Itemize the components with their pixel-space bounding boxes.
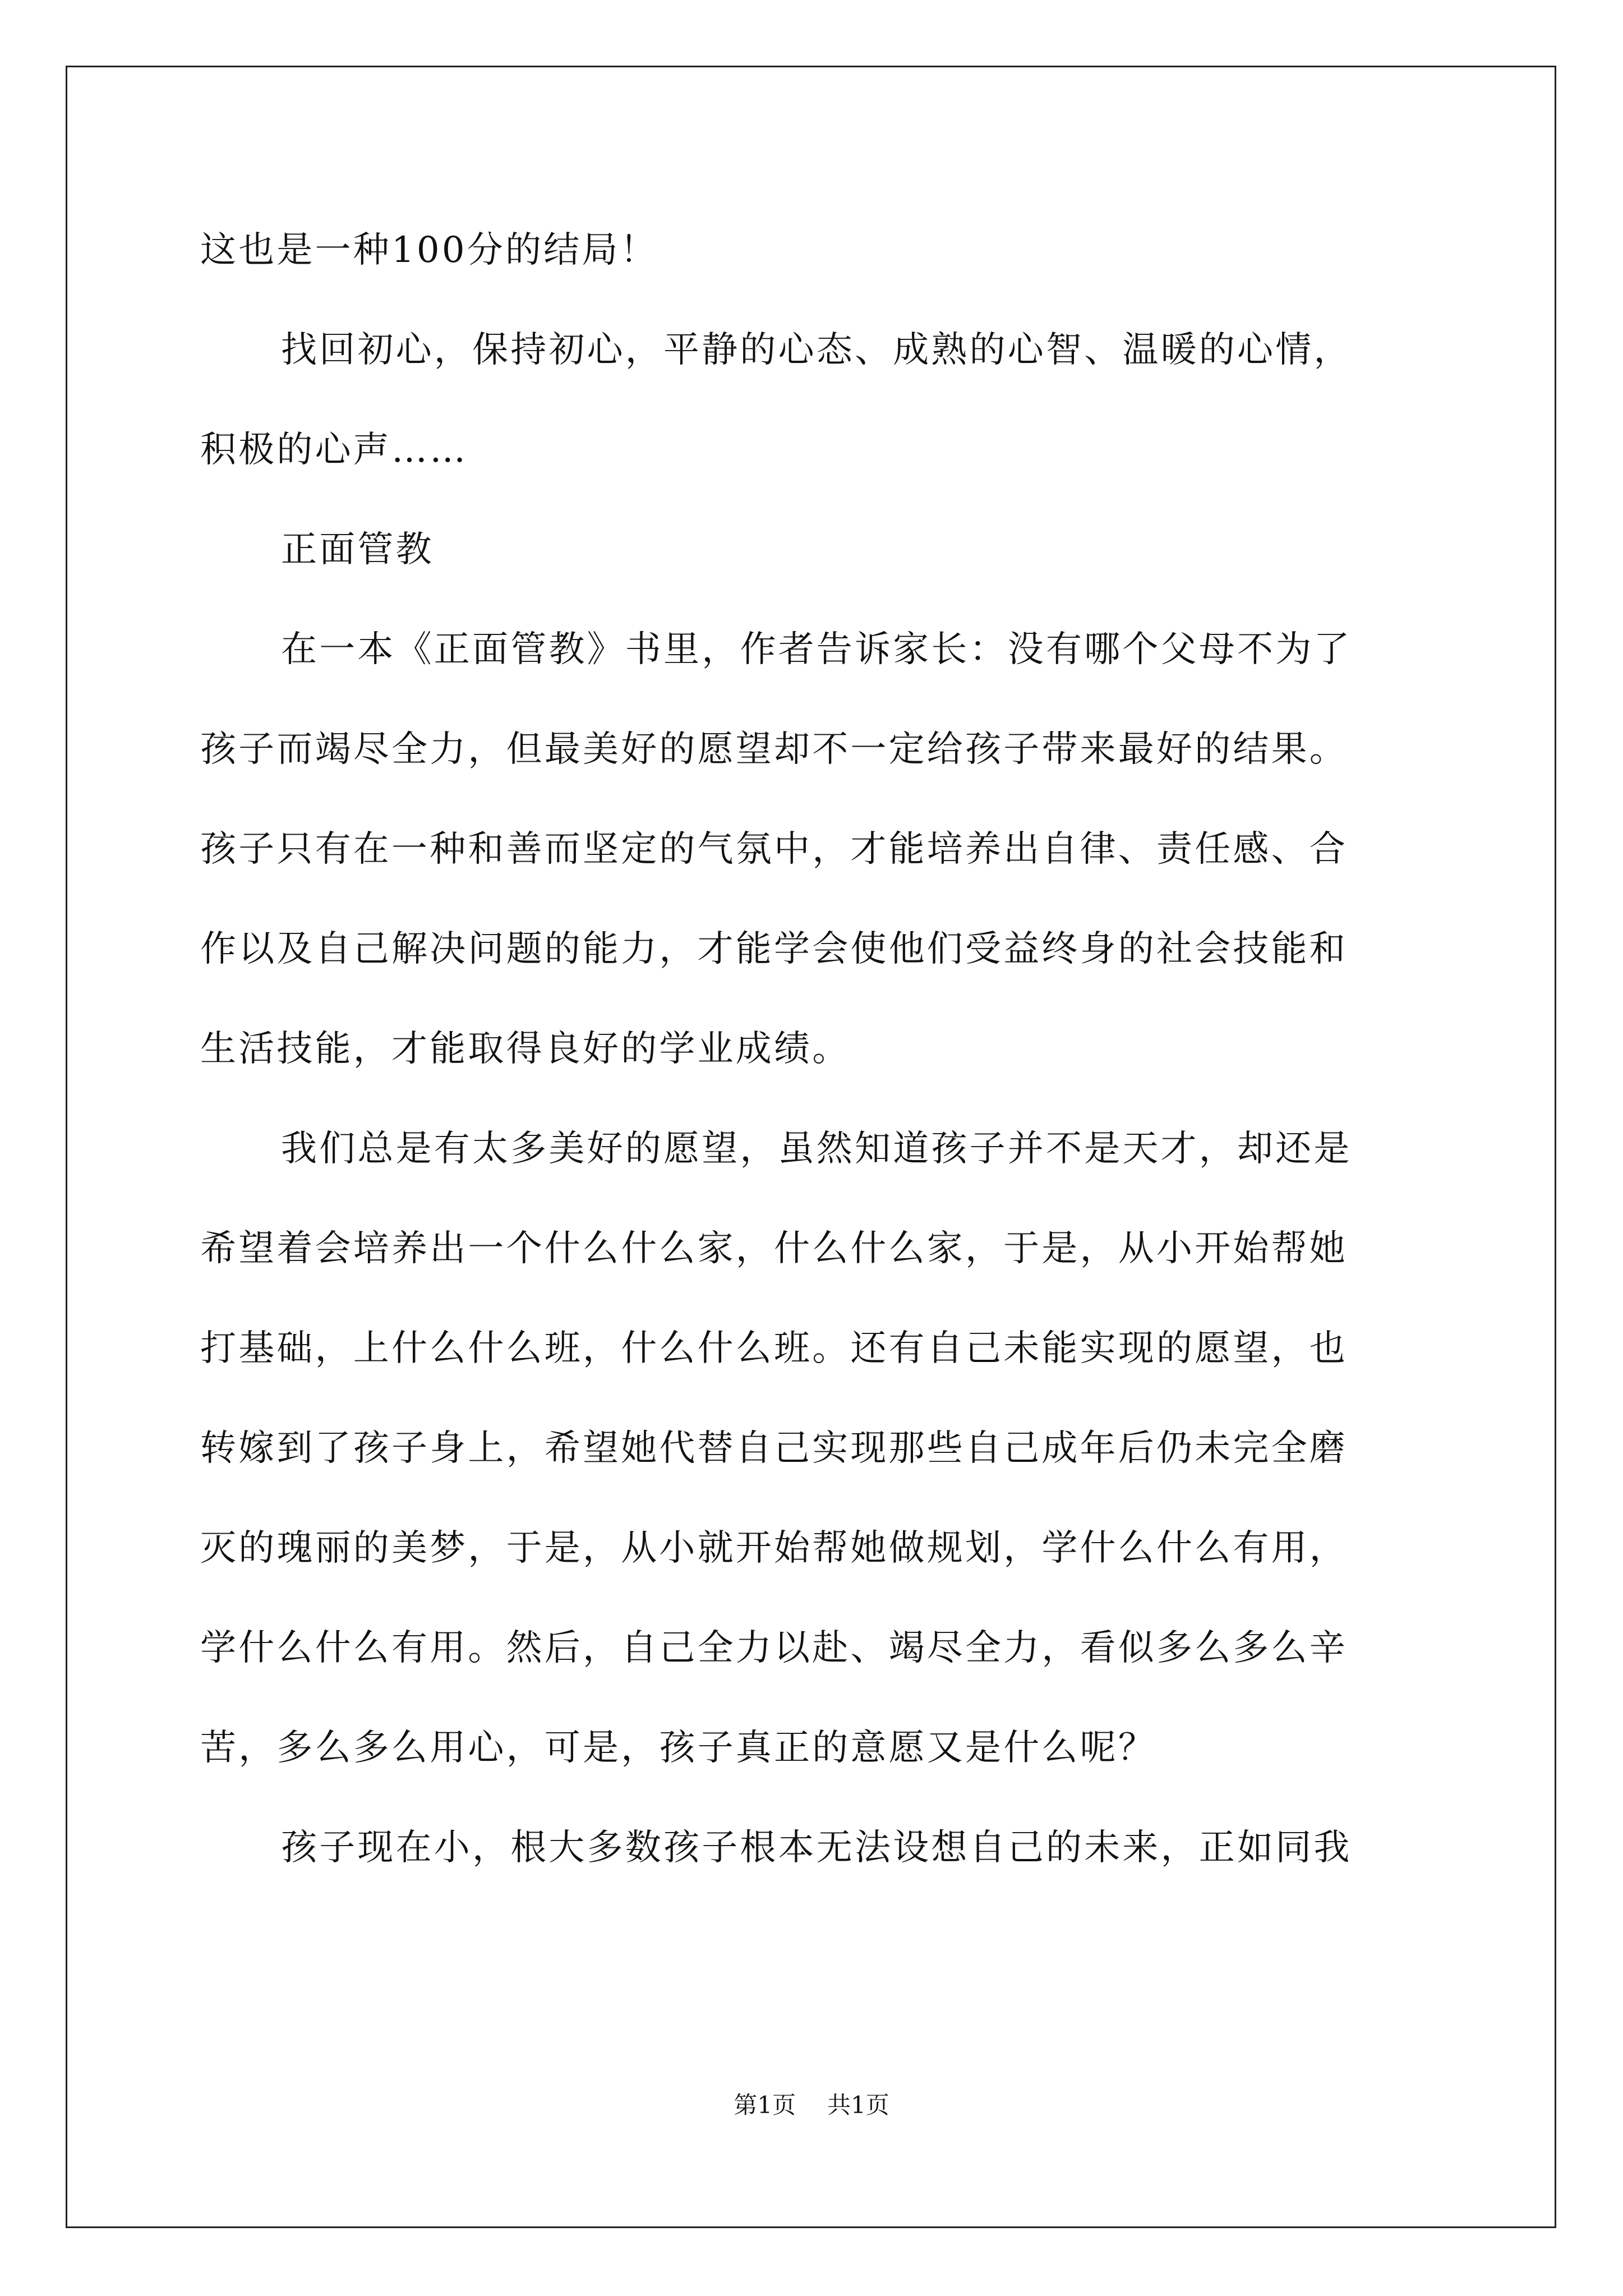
text-line: 积极的心声…… (200, 429, 468, 471)
page-number: 第1页 (734, 2091, 796, 2119)
text-line: 在一本《正面管教》书里，作者告诉家长：没有哪个父母不为了 (281, 629, 1352, 670)
text-line: 灭的瑰丽的美梦，于是，从小就开始帮她做规划，学什么什么有用， (200, 1527, 1348, 1569)
page-total: 共1页 (827, 2091, 889, 2119)
text-line: 希望着会培养出一个什么什么家，什么什么家，于是，从小开始帮她 (200, 1228, 1348, 1269)
text-line: 孩子现在小，根大多数孩子根本无法设想自己的未来，正如同我 (281, 1827, 1352, 1869)
text-line: 生活技能，才能取得良好的学业成绩。 (200, 1028, 851, 1070)
text-line: 孩子只有在一种和善而坚定的气氛中，才能培养出自律、责任感、合 (200, 829, 1348, 870)
text-line: 这也是一种100分的结局！ (200, 229, 658, 271)
text-line: 孩子而竭尽全力，但最美好的愿望却不一定给孩子带来最好的结果。 (200, 729, 1348, 770)
text-line: 我们总是有太多美好的愿望，虽然知道孩子并不是天才，却还是 (281, 1128, 1352, 1170)
text-line: 学什么什么有用。然后，自己全力以赴、竭尽全力，看似多么多么辛 (200, 1627, 1348, 1669)
section-heading: 正面管教 (281, 529, 434, 570)
text-line: 打基础，上什么什么班，什么什么班。还有自己未能实现的愿望，也 (200, 1328, 1348, 1369)
text-line: 苦，多么多么用心，可是，孩子真正的意愿又是什么呢？ (200, 1727, 1156, 1769)
page-footer (0, 2091, 1623, 2119)
text-line: 找回初心，保持初心，平静的心态、成熟的心智、温暖的心情， (281, 329, 1352, 371)
text-line: 作以及自己解决问题的能力，才能学会使他们受益终身的社会技能和 (200, 928, 1348, 970)
text-line: 转嫁到了孩子身上，希望她代替自己实现那些自己成年后仍未完全磨 (200, 1428, 1348, 1469)
